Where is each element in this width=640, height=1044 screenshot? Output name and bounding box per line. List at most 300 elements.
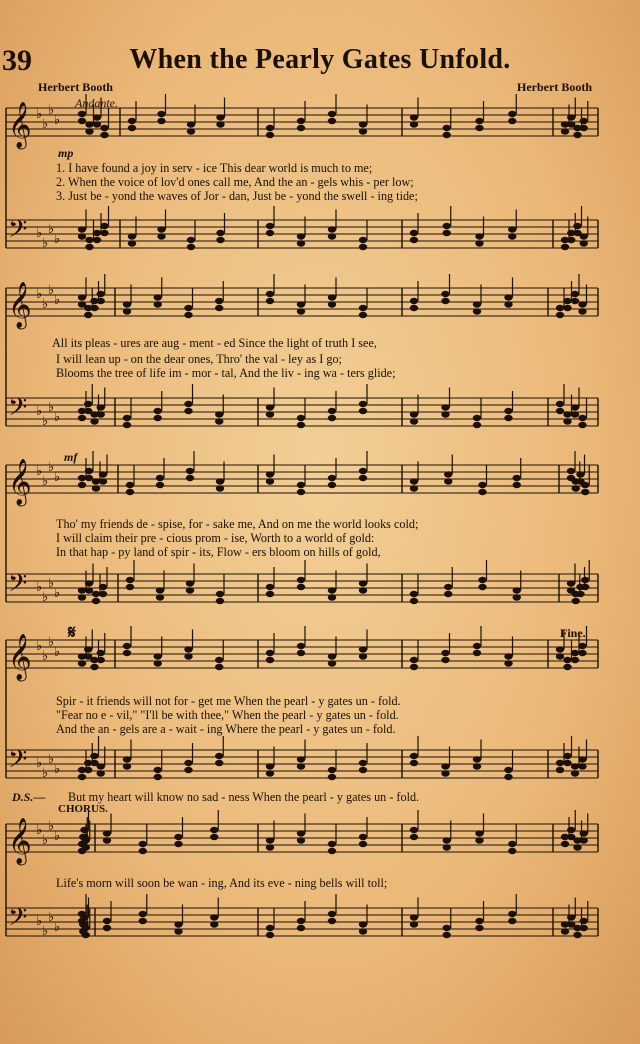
- flat-sign: ♭: [36, 107, 43, 122]
- notehead: [157, 111, 165, 117]
- flat-sign: ♭: [36, 580, 43, 595]
- flat-sign: ♭: [36, 914, 43, 929]
- notehead: [441, 404, 449, 410]
- notehead: [97, 298, 105, 304]
- notehead: [410, 921, 418, 927]
- flat-sign: ♭: [48, 819, 55, 834]
- notehead: [82, 837, 90, 843]
- notehead: [410, 664, 418, 670]
- notehead: [410, 760, 418, 766]
- notehead: [571, 298, 579, 304]
- notehead: [567, 468, 575, 474]
- treble-clef: 𝄞: [8, 459, 32, 505]
- notehead: [475, 118, 483, 124]
- bass-clef: 𝄢: [8, 903, 28, 938]
- ds-mark: D.S.—: [12, 790, 46, 804]
- hymn-number: 39: [2, 44, 32, 77]
- notehead: [100, 132, 108, 138]
- notehead: [174, 921, 182, 927]
- notehead: [410, 230, 418, 236]
- notehead: [571, 763, 579, 769]
- notehead: [266, 837, 274, 843]
- flat-sign: ♭: [42, 414, 49, 429]
- notehead: [443, 837, 451, 843]
- notehead: [473, 650, 481, 656]
- bass-clef: 𝄢: [8, 569, 28, 604]
- flat-sign: ♭: [42, 833, 49, 848]
- notehead: [174, 841, 182, 847]
- notehead: [359, 401, 367, 407]
- notehead: [184, 408, 192, 414]
- notehead: [215, 760, 223, 766]
- notehead: [90, 664, 98, 670]
- notehead: [473, 643, 481, 649]
- notehead: [576, 591, 584, 597]
- notehead: [567, 827, 575, 833]
- notehead: [578, 756, 586, 762]
- treble-clef: 𝄞: [8, 282, 32, 328]
- dynamic-mf: mf: [64, 450, 78, 464]
- notehead: [556, 305, 564, 311]
- notehead: [85, 475, 93, 481]
- notehead: [78, 226, 86, 232]
- notehead: [184, 312, 192, 318]
- notehead: [266, 844, 274, 850]
- notehead: [578, 308, 586, 314]
- notehead: [154, 767, 162, 773]
- notehead: [84, 646, 92, 652]
- notehead: [328, 294, 336, 300]
- lyric-line: 2. When the voice of lov'd ones call me, And the an - gels whis - per low;: [56, 175, 414, 189]
- notehead: [78, 774, 86, 780]
- notehead: [508, 918, 516, 924]
- notehead: [571, 291, 579, 297]
- notehead: [297, 125, 305, 131]
- notehead: [297, 415, 305, 421]
- notehead: [216, 230, 224, 236]
- lyric-line: I will lean up - on the dear ones, Thro' the val - ley as I go;: [56, 352, 342, 366]
- notehead: [410, 237, 418, 243]
- ds-lyric-line: But my heart will know no sad - ness When the pearl - y gates un - fold.: [68, 790, 420, 804]
- notehead: [266, 404, 274, 410]
- flat-sign: ♭: [54, 113, 61, 128]
- notehead: [126, 482, 134, 488]
- notehead: [78, 118, 86, 124]
- notehead: [266, 478, 274, 484]
- flat-sign: ♭: [48, 752, 55, 767]
- notehead: [216, 485, 224, 491]
- notehead: [186, 587, 194, 593]
- flat-sign: ♭: [54, 762, 61, 777]
- notehead: [103, 925, 111, 931]
- notehead: [504, 767, 512, 773]
- hymn-title: When the Pearly Gates Unfold.: [129, 44, 511, 75]
- notehead: [123, 308, 131, 314]
- lyric-line: 3. Just be - yond the waves of Jor - dan, Just be - yond the swell - ing tide;: [56, 189, 418, 203]
- notehead: [508, 111, 516, 117]
- notehead: [328, 774, 336, 780]
- notehead: [297, 489, 305, 495]
- notehead: [561, 841, 569, 847]
- notehead: [297, 650, 305, 656]
- notehead: [210, 834, 218, 840]
- notehead: [266, 932, 274, 938]
- notehead: [578, 650, 586, 656]
- flat-sign: ♭: [54, 410, 61, 425]
- notehead: [571, 411, 579, 417]
- notehead: [100, 125, 108, 131]
- notehead: [504, 774, 512, 780]
- notehead: [216, 478, 224, 484]
- notehead: [359, 475, 367, 481]
- lyric-line: 1. I have found a joy in serv - ice This dear world is much to me;: [56, 161, 373, 175]
- notehead: [154, 774, 162, 780]
- flat-sign: ♭: [36, 226, 43, 241]
- notehead: [359, 408, 367, 414]
- notehead: [563, 760, 571, 766]
- lyric-line: In that hap - py land of spir - its, Flow - ers bloom on hills of gold,: [56, 545, 381, 559]
- flat-sign: ♭: [42, 474, 49, 489]
- notehead: [97, 770, 105, 776]
- notehead: [328, 415, 336, 421]
- notehead: [508, 226, 516, 232]
- flat-sign: ♭: [54, 470, 61, 485]
- notehead: [573, 844, 581, 850]
- notehead: [266, 298, 274, 304]
- notehead: [556, 767, 564, 773]
- notehead: [266, 925, 274, 931]
- bass-clef: 𝄢: [8, 215, 28, 250]
- notehead: [580, 233, 588, 239]
- notehead: [328, 848, 336, 854]
- notehead: [359, 580, 367, 586]
- notehead: [216, 598, 224, 604]
- notehead: [328, 911, 336, 917]
- flat-sign: ♭: [42, 117, 49, 132]
- notehead: [567, 580, 575, 586]
- notehead: [441, 291, 449, 297]
- notehead: [85, 580, 93, 586]
- flat-sign: ♭: [48, 103, 55, 118]
- notehead: [187, 237, 195, 243]
- notehead: [99, 584, 107, 590]
- notehead: [444, 478, 452, 484]
- notehead: [328, 118, 336, 124]
- notehead: [561, 244, 569, 250]
- flat-sign: ♭: [54, 293, 61, 308]
- notehead: [359, 653, 367, 659]
- notehead: [328, 594, 336, 600]
- notehead: [297, 643, 305, 649]
- flat-sign: ♭: [48, 460, 55, 475]
- notehead: [359, 128, 367, 134]
- notehead: [328, 226, 336, 232]
- flat-sign: ♭: [42, 236, 49, 251]
- notehead: [157, 233, 165, 239]
- notehead: [359, 305, 367, 311]
- chorus-label: CHORUS.: [58, 803, 108, 815]
- notehead: [359, 760, 367, 766]
- notehead: [328, 301, 336, 307]
- notehead: [174, 928, 182, 934]
- flat-sign: ♭: [42, 649, 49, 664]
- notehead: [154, 408, 162, 414]
- notehead: [97, 291, 105, 297]
- notehead: [266, 411, 274, 417]
- notehead: [441, 650, 449, 656]
- notehead: [475, 233, 483, 239]
- notehead: [475, 925, 483, 931]
- fine-mark: Fine.: [560, 626, 586, 640]
- notehead: [266, 770, 274, 776]
- notehead: [504, 294, 512, 300]
- flat-sign: ♭: [36, 823, 43, 838]
- flat-sign: ♭: [42, 590, 49, 605]
- notehead: [513, 475, 521, 481]
- notehead: [85, 237, 93, 243]
- notehead: [215, 664, 223, 670]
- flat-sign: ♭: [36, 639, 43, 654]
- notehead: [567, 114, 575, 120]
- notehead: [556, 408, 564, 414]
- lyric-line: Spir - it friends will not for - get me When the pearl - y gates un - fold.: [56, 694, 401, 708]
- notehead: [441, 657, 449, 663]
- notehead: [103, 918, 111, 924]
- lyric-line: Life's morn will soon be wan - ing, And its eve - ning bells will toll;: [56, 876, 388, 890]
- notehead: [443, 125, 451, 131]
- notehead: [410, 914, 418, 920]
- notehead: [187, 128, 195, 134]
- notehead: [580, 240, 588, 246]
- notehead: [156, 475, 164, 481]
- notehead: [123, 422, 131, 428]
- notehead: [215, 753, 223, 759]
- lyric-line: Blooms the tree of life im - mor - tal, And the liv - ing wa - ters glide;: [56, 366, 396, 380]
- notehead: [184, 653, 192, 659]
- notehead: [580, 830, 588, 836]
- notehead: [297, 830, 305, 836]
- notehead: [215, 411, 223, 417]
- notehead: [297, 837, 305, 843]
- notehead: [410, 418, 418, 424]
- notehead: [567, 914, 575, 920]
- notehead: [154, 301, 162, 307]
- notehead: [186, 580, 194, 586]
- lyric-line: Tho' my friends de - spise, for - sake me, And on me the world looks cold;: [56, 517, 419, 531]
- treble-clef: 𝄞: [8, 818, 32, 864]
- notehead: [184, 646, 192, 652]
- notehead: [473, 422, 481, 428]
- notehead: [410, 114, 418, 120]
- notehead: [359, 928, 367, 934]
- notehead: [571, 770, 579, 776]
- notehead: [581, 482, 589, 488]
- notehead: [123, 301, 131, 307]
- notehead: [184, 305, 192, 311]
- notehead: [123, 643, 131, 649]
- notehead: [573, 223, 581, 229]
- dynamic-mp: mp: [58, 146, 74, 160]
- notehead: [580, 118, 588, 124]
- notehead: [443, 844, 451, 850]
- notehead: [580, 925, 588, 931]
- notehead: [128, 240, 136, 246]
- segno-sign: 𝄋: [68, 622, 76, 642]
- notehead: [328, 660, 336, 666]
- notehead: [475, 918, 483, 924]
- notehead: [297, 233, 305, 239]
- notehead: [478, 489, 486, 495]
- notehead: [410, 411, 418, 417]
- notehead: [84, 767, 92, 773]
- notehead: [581, 584, 589, 590]
- notehead: [478, 584, 486, 590]
- notehead: [443, 223, 451, 229]
- notehead: [123, 763, 131, 769]
- notehead: [441, 411, 449, 417]
- notehead: [93, 114, 101, 120]
- bass-clef: 𝄢: [8, 393, 28, 428]
- notehead: [410, 598, 418, 604]
- notehead: [210, 827, 218, 833]
- notehead: [128, 118, 136, 124]
- notehead: [84, 312, 92, 318]
- flat-sign: ♭: [48, 283, 55, 298]
- notehead: [139, 911, 147, 917]
- notehead: [78, 482, 86, 488]
- flat-sign: ♭: [54, 645, 61, 660]
- notehead: [297, 118, 305, 124]
- notehead: [126, 489, 134, 495]
- notehead: [473, 301, 481, 307]
- notehead: [210, 914, 218, 920]
- notehead: [556, 760, 564, 766]
- notehead: [78, 415, 86, 421]
- notehead: [478, 482, 486, 488]
- tempo-marking: Andante.: [75, 96, 118, 110]
- notehead: [563, 753, 571, 759]
- flat-sign: ♭: [36, 464, 43, 479]
- notehead: [561, 928, 569, 934]
- notehead: [139, 841, 147, 847]
- notehead: [573, 132, 581, 138]
- flat-sign: ♭: [42, 297, 49, 312]
- notehead: [410, 657, 418, 663]
- flat-sign: ♭: [54, 920, 61, 935]
- notehead: [186, 475, 194, 481]
- notehead: [556, 312, 564, 318]
- notehead: [215, 298, 223, 304]
- notehead: [504, 660, 512, 666]
- notehead: [359, 834, 367, 840]
- notehead: [297, 925, 305, 931]
- notehead: [556, 646, 564, 652]
- notehead: [266, 584, 274, 590]
- flat-sign: ♭: [54, 829, 61, 844]
- notehead: [580, 837, 588, 843]
- notehead: [85, 121, 93, 127]
- notehead: [581, 489, 589, 495]
- notehead: [410, 591, 418, 597]
- notehead: [473, 415, 481, 421]
- notehead: [216, 591, 224, 597]
- notehead: [359, 312, 367, 318]
- notehead: [82, 932, 90, 938]
- notehead: [578, 763, 586, 769]
- notehead: [572, 598, 580, 604]
- notehead: [297, 756, 305, 762]
- notehead: [444, 584, 452, 590]
- flat-sign: ♭: [48, 222, 55, 237]
- notehead: [504, 653, 512, 659]
- flat-sign: ♭: [42, 924, 49, 939]
- notehead: [410, 305, 418, 311]
- lyric-line: I will claim their pre - cious prom - ise, Worth to a world of gold:: [56, 531, 375, 545]
- lyricist-credit: Herbert Booth: [38, 80, 113, 94]
- notehead: [328, 653, 336, 659]
- notehead: [578, 415, 586, 421]
- notehead: [328, 475, 336, 481]
- notehead: [97, 657, 105, 663]
- notehead: [99, 471, 107, 477]
- flat-sign: ♭: [36, 404, 43, 419]
- notehead: [359, 244, 367, 250]
- notehead: [85, 128, 93, 134]
- notehead: [184, 760, 192, 766]
- notehead: [508, 841, 516, 847]
- notehead: [215, 657, 223, 663]
- notehead: [410, 827, 418, 833]
- notehead: [157, 118, 165, 124]
- notehead: [359, 121, 367, 127]
- notehead: [266, 291, 274, 297]
- notehead: [85, 244, 93, 250]
- notehead: [184, 767, 192, 773]
- notehead: [410, 753, 418, 759]
- notehead: [297, 763, 305, 769]
- notehead: [478, 577, 486, 583]
- notehead: [328, 482, 336, 488]
- flat-sign: ♭: [48, 635, 55, 650]
- notehead: [123, 650, 131, 656]
- notehead: [128, 233, 136, 239]
- notehead: [475, 125, 483, 131]
- notehead: [103, 837, 111, 843]
- notehead: [508, 118, 516, 124]
- notehead: [187, 244, 195, 250]
- notehead: [508, 848, 516, 854]
- notehead: [156, 482, 164, 488]
- notehead: [266, 657, 274, 663]
- notehead: [443, 932, 451, 938]
- notehead: [359, 921, 367, 927]
- notehead: [266, 230, 274, 236]
- notehead: [410, 121, 418, 127]
- notehead: [473, 756, 481, 762]
- notehead: [410, 298, 418, 304]
- notehead: [266, 132, 274, 138]
- notehead: [126, 584, 134, 590]
- treble-clef: 𝄞: [8, 102, 32, 148]
- notehead: [266, 125, 274, 131]
- notehead: [154, 294, 162, 300]
- notehead: [328, 233, 336, 239]
- notehead: [90, 305, 98, 311]
- notehead: [359, 767, 367, 773]
- notehead: [573, 932, 581, 938]
- notehead: [563, 664, 571, 670]
- notehead: [508, 911, 516, 917]
